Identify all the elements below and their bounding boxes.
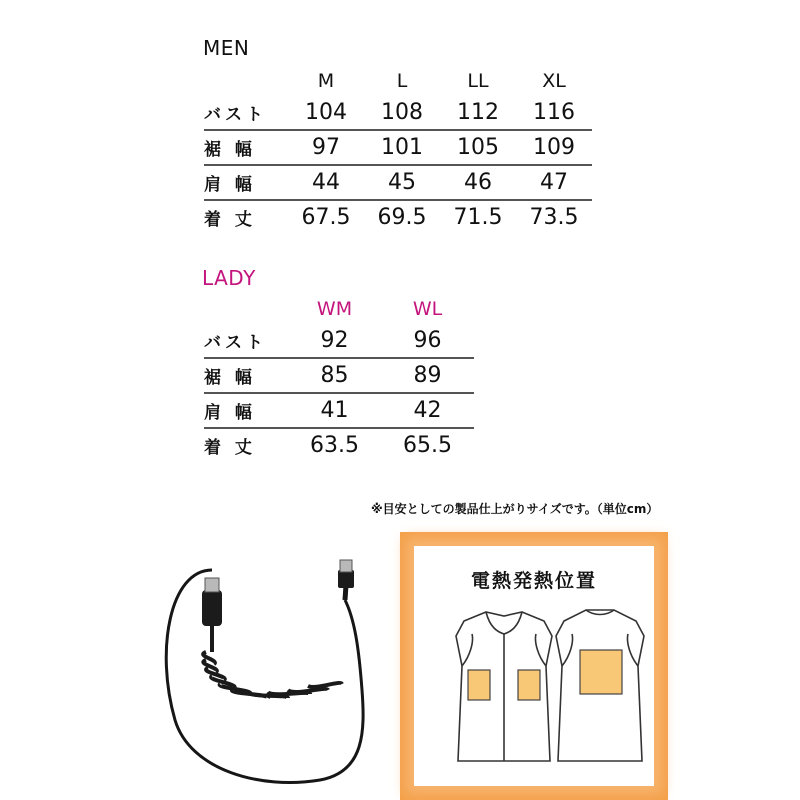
table-cell: 97 [288,130,364,165]
table-cell: 46 [440,165,516,200]
table-cell: 89 [381,358,474,393]
usb-cable-image [150,540,380,800]
table-cell: 63.5 [310,433,359,458]
table-cell: 109 [516,130,592,165]
row-label-bust: バスト [204,96,288,130]
table-cell: 41 [288,393,381,428]
size-header-xl: XL [542,70,566,92]
header-spacer [204,62,288,96]
men-size-table [204,62,592,234]
lady-section-title: LADY [202,266,256,290]
back-heat-pad [580,650,622,694]
men-section-title: MEN [203,36,250,60]
table-cell: 67.5 [301,205,351,230]
size-header-l: L [396,70,408,92]
table-cell: 47 [516,165,592,200]
table-cell: 116 [516,96,592,130]
table-cell: 85 [288,358,381,393]
row-label-shoulder-width: 肩 幅 [204,393,288,428]
table-cell: 104 [288,96,364,130]
table-cell: 92 [288,324,381,358]
table-row [204,358,474,393]
size-header-ll: LL [467,70,489,92]
table-cell: 45 [364,165,440,200]
table-row [204,96,592,130]
table-cell: 101 [364,130,440,165]
table-cell: 44 [288,165,364,200]
heating-position-title: 電熱発熱位置 [470,570,597,592]
front-left-heat-pad [468,670,490,700]
row-label-shoulder-width: 肩 幅 [204,165,288,200]
table-cell: 69.5 [377,205,427,230]
table-cell: 108 [364,96,440,130]
heating-position-card [414,546,654,786]
table-row [204,130,592,165]
row-label-length: 着 丈 [204,210,256,230]
lady-header-row [204,290,474,324]
table-row [204,200,592,234]
table-cell: 42 [381,393,474,428]
table-cell: 105 [440,130,516,165]
table-cell: 71.5 [453,205,503,230]
table-row [204,428,474,462]
size-header-wl: WL [412,298,443,320]
heating-position-panel [400,532,668,800]
men-header-row [204,62,592,96]
table-row [204,393,474,428]
front-right-heat-pad [518,670,540,700]
table-cell: 73.5 [529,205,579,230]
table-cell: 96 [381,324,474,358]
table-cell: 65.5 [403,433,452,458]
size-header-m: M [317,70,335,92]
row-label-hem-width: 裾 幅 [204,358,288,393]
table-row [204,165,592,200]
row-label-length: 着 丈 [204,438,256,458]
table-row [204,324,474,358]
size-header-wm: WM [316,298,353,320]
header-spacer [204,290,288,324]
vest-diagram [414,546,654,786]
row-label-hem-width: 裾 幅 [204,130,288,165]
row-label-bust: バスト [204,324,288,358]
lady-size-table [204,290,474,462]
table-cell: 112 [440,96,516,130]
size-note: ※目安としての製品仕上がりサイズです。（単位cm） [371,502,659,516]
